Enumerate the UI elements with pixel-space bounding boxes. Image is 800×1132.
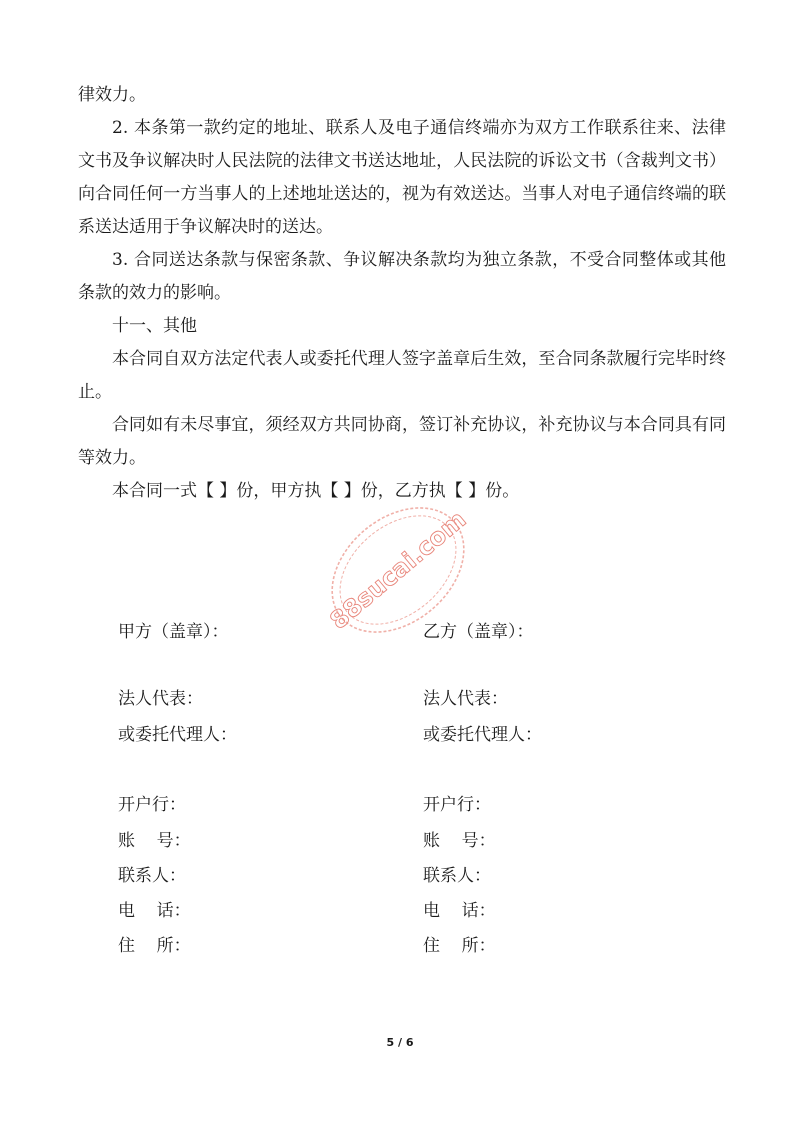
party-a-account: 账 号： [118,831,191,851]
party-b-phone: 电 话： [423,901,496,921]
party-a-title: 甲方（盖章）： [118,622,229,642]
paragraph: 合同如有未尽事宜，须经双方共同协商，签订补充协议，补充协议与本合同具有同等效力。 [78,415,726,468]
watermark-stamp [318,500,478,640]
party-b-bank: 开户行： [423,795,491,815]
party-b-agent: 或委托代理人： [423,725,542,745]
party-a-phone: 电 话： [118,901,191,921]
contract-body [78,79,726,508]
party-b-address: 住 所： [423,936,496,956]
party-a-contact: 联系人： [118,866,186,886]
party-b-legal-rep: 法人代表： [423,689,508,709]
party-a-bank: 开户行： [118,795,186,815]
paragraph: 3. 合同送达条款与保密条款、争议解决条款均为独立条款，不受合同整体或其他条款的效力的影响。 [78,250,726,303]
paragraph: 本合同自双方法定代表人或委托代理人签字盖章后生效，至合同条款履行完毕时终止。 [78,349,726,402]
paragraph: 本合同一式【 】份，甲方执【 】份，乙方执【 】份。 [112,481,520,501]
section-heading: 十一、其他 [112,316,197,336]
party-b-contact: 联系人： [423,866,491,886]
paragraph: 2. 本条第一款约定的地址、联系人及电子通信终端亦为双方工作联系往来、法律文书及争议解决时人民法院的法律文书送达地址，人民法院的诉讼文书（含裁判文书）向合同任何一方当事人的上述地址送达的，视为有效送达。当事人对电子通信终端的联系送达适用于争议解决时的送达。 [78,118,726,237]
party-b-account: 账 号： [423,831,496,851]
party-a-address: 住 所： [118,936,191,956]
paragraph: 律效力。 [78,85,146,105]
party-a-agent: 或委托代理人： [118,725,237,745]
party-a-legal-rep: 法人代表： [118,689,203,709]
page-number: 5 / 6 [386,1036,414,1049]
party-b-title: 乙方（盖章）： [423,622,534,642]
watermark-text: 88sucai.com [324,505,472,635]
